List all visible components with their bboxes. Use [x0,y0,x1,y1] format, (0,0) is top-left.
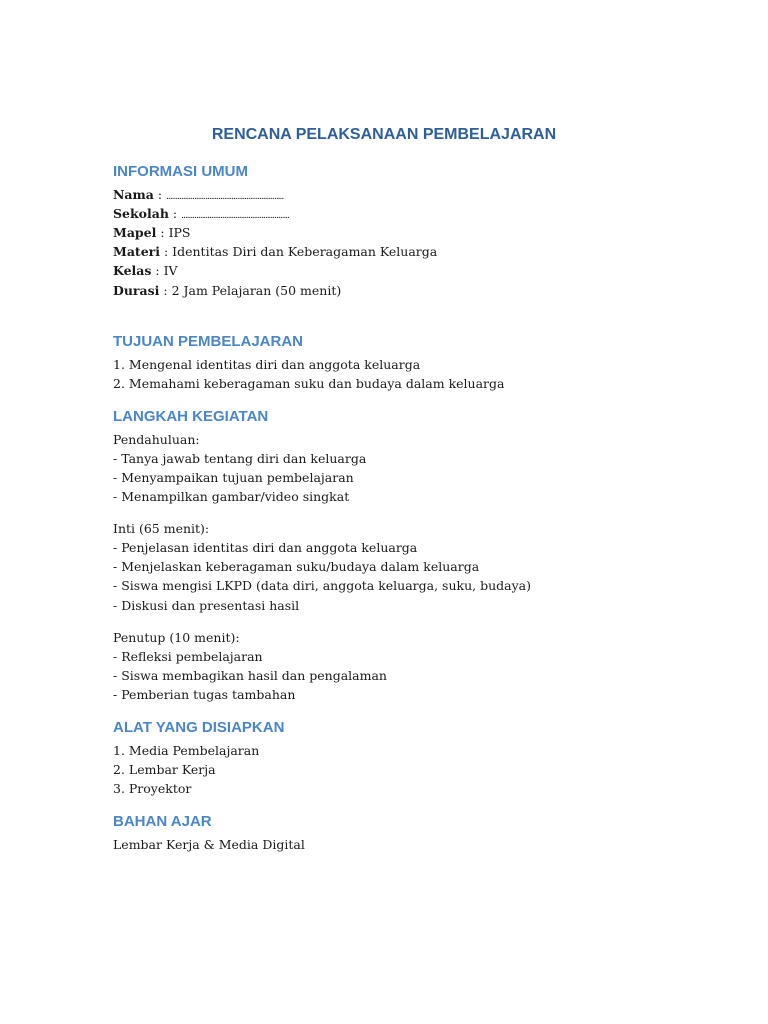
info-value: ............................................................... [166,192,284,202]
heading-langkah-kegiatan: LANGKAH KEGIATAN [113,408,269,425]
document-title: RENCANA PELAKSANAAN PEMBELAJARAN [211,126,557,143]
info-label: Materi [113,244,160,259]
info-value: .......................................................... [181,211,290,221]
info-separator: : [153,187,167,202]
penutup-item: - Refleksi pembelajaran [113,649,263,664]
info-label: Kelas [113,263,152,278]
info-separator: : [160,244,173,259]
inti-item: - Siswa mengisi LKPD (data diri, anggota keluarga, suku, budaya) [113,578,531,593]
info-label: Durasi [113,283,160,298]
info-value: IV [163,263,178,278]
heading-tujuan-pembelajaran: TUJUAN PEMBELAJARAN [113,333,304,350]
info-separator: : [159,283,172,298]
inti-item: - Diskusi dan presentasi hasil [113,598,300,613]
info-row-kelas [113,261,178,280]
info-row-mapel [113,223,190,242]
info-label: Mapel [113,225,157,240]
inti-label: Inti (65 menit): [113,521,210,536]
info-separator: : [156,225,169,240]
pendahuluan-item: - Menampilkan gambar/video singkat [113,489,350,504]
penutup-item: - Siswa membagikan hasil dan pengalaman [113,668,387,683]
heading-bahan-ajar: BAHAN AJAR [113,813,212,830]
alat-item: 1. Media Pembelajaran [113,743,260,758]
info-value: IPS [168,225,191,240]
info-row-durasi [113,281,341,300]
inti-item: - Penjelasan identitas diri dan anggota keluarga [113,540,418,555]
info-separator: : [151,263,164,278]
tujuan-item: 2. Memahami keberagaman suku dan budaya dalam keluarga [113,376,505,391]
info-row-sekolah [113,204,289,223]
info-row-materi [113,242,437,261]
penutup-label: Penutup (10 menit): [113,630,240,645]
inti-item: - Menjelaskan keberagaman suku/budaya dalam keluarga [113,559,480,574]
tujuan-item: 1. Mengenal identitas diri dan anggota keluarga [113,357,421,372]
penutup-item: - Pemberian tugas tambahan [113,687,296,702]
info-label: Sekolah [113,206,169,221]
info-separator: : [168,206,182,221]
pendahuluan-label: Pendahuluan: [113,432,200,447]
bahan-ajar-text: Lembar Kerja & Media Digital [113,837,305,852]
info-value: Identitas Diri dan Keberagaman Keluarga [172,244,438,259]
pendahuluan-item: - Tanya jawab tentang diri dan keluarga [113,451,367,466]
info-label: Nama [113,187,154,202]
alat-item: 2. Lembar Kerja [113,762,216,777]
info-value: 2 Jam Pelajaran (50 menit) [171,283,342,298]
info-row-nama [113,185,283,204]
heading-informasi-umum: INFORMASI UMUM [113,163,248,180]
pendahuluan-item: - Menyampaikan tujuan pembelajaran [113,470,354,485]
heading-alat-yang-disiapkan: ALAT YANG DISIAPKAN [113,719,285,736]
alat-item: 3. Proyektor [113,781,192,796]
